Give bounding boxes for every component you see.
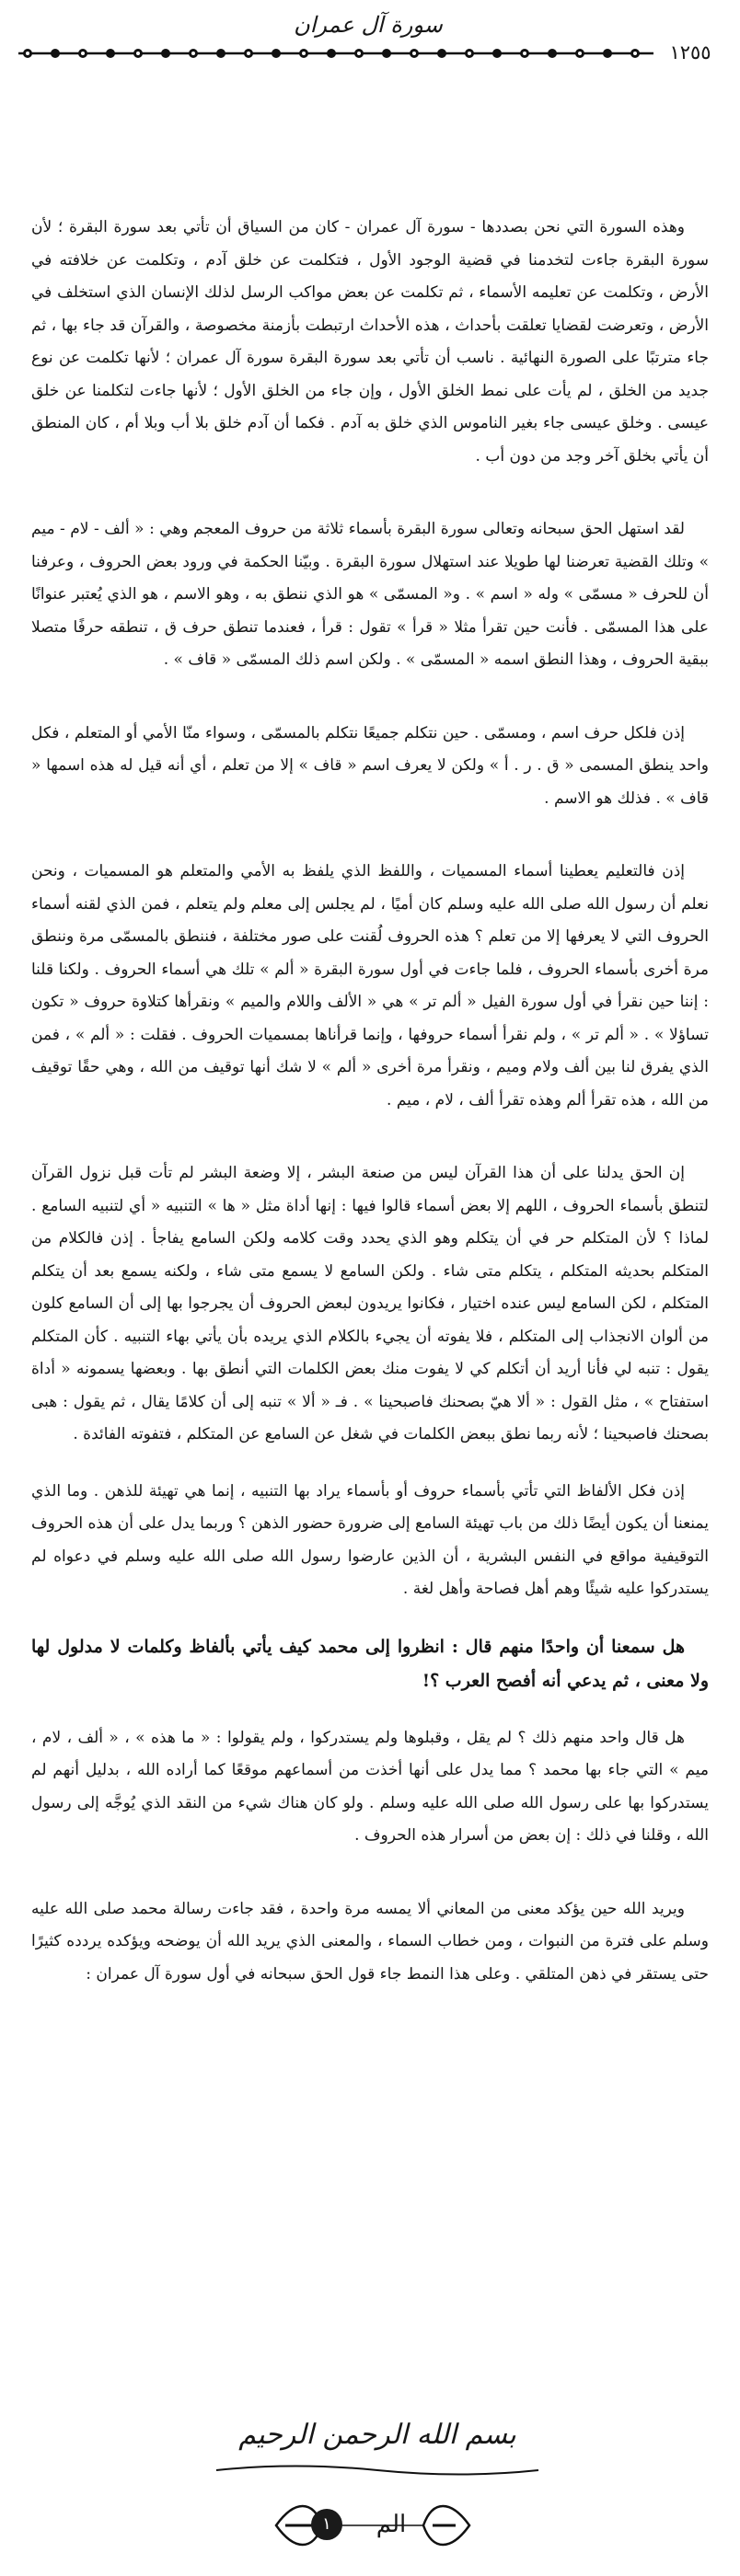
footer-surah-letters: الم xyxy=(376,2511,407,2538)
basmala-calligraphy: بسم الله الرحمن الرحيم xyxy=(238,2419,516,2451)
paragraph-8: هل قال واحد منهم ذلك ؟ لم يقل ، وقبلوها ولم يستدركوا ، ولم يقولوا : « ما هذه » ، « ألف ، لام ، ميم » التي جاء بها محمد ؟ مما يدل على أنها أخذت من أسماعهم موقعًا كما أراده الله ، بدليل أنهم لم يستدركوا بها على رسول الله صلى الله عليه وسلم . ولو كان هناك شيء من النقد الذي يُوجَّه إلى رسول الله ، وقلنا في ذلك : إن بعض من أسرار هذه الحروف . xyxy=(31,1728,709,1845)
footer-verse-number: ١ xyxy=(311,2509,342,2540)
page-number: ١٢٥٥ xyxy=(669,41,711,63)
paragraph-6: إذن فكل الألفاظ التي تأتي بأسماء حروف أو بأسماء يراد بها التنبيه ، إنما هي تهيئة للذهن . وما الذي يمنعنا أن يكون أيضًا ذلك من باب تهيئة السامع إلى ضرورة حضور الذهن ؟ وربما يدل على أن هذه الحروف التوقيفية مواقع في النفس البشرية ، أن الذين عارضوا رسول الله صلى الله عليه وسلم في دعواه لم يستدركوا عليه شيئًا وهم أهل فصاحة وأهل لغة . xyxy=(31,1481,709,1598)
header-ornamental-rule xyxy=(18,46,653,61)
paragraph-9: ويريد الله حين يؤكد معنى من المعاني ألا يمسه مرة واحدة ، فقد جاءت رسالة محمد صلى الله عليه وسلم على فترة من النبوات ، ومن خطاب السماء ، والمعنى الذي يريد الله أن يوضحه ويؤكده يردده كثيرًا حتى يستقر في ذهن المتلقي . وعلى هذا النمط جاء قول الحق سبحانه في أول سورة آل عمران : xyxy=(31,1899,709,1984)
paragraph-7-bold: هل سمعنا أن واحدًا منهم قال : انظروا إلى محمد كيف يأتي بألفاظ وكلمات لا مدلول لها ولا معنى ، ثم يدعي أنه أفصح العرب ؟! xyxy=(31,1636,709,1691)
paragraph-1: وهذه السورة التي نحن بصددها - سورة آل عمران - كان من السياق أن تأتي بعد سورة البقرة ؛ لأن سورة البقرة جاءت لتخدمنا في قضية الوجود الأول ، فتكلمت عن خلق آدم ، وتكلمت عن خلافته في الأرض ، وتكلمت عن تعليمه الأسماء ، ثم تكلمت عن بعض مواكب الرسل لذلك الإنسان الذي استخلف في الأرض ، وتعرضت لقضايا تعلقت بأحداث ، هذه الأحداث ارتبطت بأزمنة مخصوصة ، والقرآن قد جاء بها ، ثم جاء مترتبًا على الصورة النهائية . ناسب أن تأتي بعد سورة البقرة سورة آل عمران ؛ لأنها تكلمت عن نوع جديد من الخلق ، لم يأت على نمط الخلق الأول ، وإن جاء من الخلق الأول ؛ لأنها جاءت لتكلمنا عن خلق عيسى . وخلق عيسى جاء بغير الناموس الذي خلق به آدم . فكما أن آدم خلق بلا أب وبلا أم ، كان المنطق أن يأتي بخلق آخر وجد من دون أب . xyxy=(31,218,709,466)
surah-title: سورة آل عمران xyxy=(294,12,443,38)
body-text xyxy=(31,212,709,1991)
basmala-flourish xyxy=(212,2464,543,2477)
paragraph-3: إذن فلكل حرف اسم ، ومسمّى . حين نتكلم جميعًا نتكلم بالمسمّى ، وسواء منّا الأمي أو المتعلم ، فكل واحد ينطق المسمى « ق . ر . أ » ولكن لا يعرف اسم « قاف » إلا من تعلم ، أي أنه قيل له هذه اسمها « قاف » . فذلك هو الاسم . xyxy=(31,723,709,808)
paragraph-4: إذن فالتعليم يعطينا أسماء المسميات ، واللفظ الذي يلفظ به الأمي والمتعلم هو المسميات ، ونحن نعلم أن رسول الله صلى الله عليه وسلم كان أميًا ، لم يجلس إلى معلم ولم يتعلم ، فمن الذي لقنه أسماء الحروف التي لا يعرفها إلا من تعلم ؟ هذه الحروف لُقنت على صور مختلفة ، فننطق بالمسمّى مرة وننطق مرة أخرى بأسماء الحروف ، فلما جاءت في أول سورة البقرة « ألم » تلك هي أسماء الحروف . ولكنا قلنا : إننا حين نقرأ في أول سورة الفيل « ألم تر » هي « الألف واللام والميم » ونقرأها كتلاوة حروف « تكون تساؤلا » . « ألم تر » ، ولم نقرأ أسماء حروفها ، وإنما قرأناها بمسميات الحروف . فقلت : « ألم » ، فمن الذي يفرق لنا بين ألف ولام وميم ، ونقرأ مرة أخرى « ألم » لا شك أنها توقيف من الله ، وهي حقًا توقيف من الله ، هذه تقرأ ألم وهذه تقرأ ألف ، لام ، ميم . xyxy=(31,862,710,1110)
paragraph-5: إن الحق يدلنا على أن هذا القرآن ليس من صنعة البشر ، إلا وضعة البشر لم تأت قبل نزول القرآن لتنطق بأسماء الحروف ، اللهم إلا بعض أسماء قالوا فيها : إنها أداة مثل « ها » التنبيه « أي لتنبيه السامع . لماذا ؟ لأن المتكلم حر في أن يتكلم وهو الذي يحدد وقت كلامه ولكن السامع يفاجأ . إذن فالكلام من المتكلم بحديثه المتكلم ، يتكلم متى شاء . ولكن السامع لا يسمع متى شاء ، ولكنه يسمع بعد أن يتكلم المتكلم ، لكن السامع ليس عنده اختيار ، فكانوا يريدون لبعض الحروف أن يجرجوا بها إلى أن السامع كلون من ألوان الانجذاب إلى المتكلم ، فلا يفوته أن يجيء بالكلام الذي يريده بأن يأتي بهاء التنبيه . كأن المتكلم يقول : تنبه لي فأنا أريد أن أتكلم كي لا يفوت منك بعض الكلمات التي أنطق بها . وبعضها يسمونه « أداة استفتاح » ، مثل القول : « ألا هيّ بصحنك فاصبحينا » . فـ « ألا » تنبه إلى أن كلامًا يقال ، ثم يقول : هبى بصحنك فاصبحينا ؛ لأنه ربما نطق ببعض الكلمات في شغل عن السامع عن المتكلم ، فتفوته الفائدة . xyxy=(31,1164,709,1443)
paragraph-2: لقد استهل الحق سبحانه وتعالى سورة البقرة بأسماء ثلاثة من حروف المعجم وهي : « ألف - لام - ميم » وتلك القضية تعرضنا لها طويلا عند استهلال سورة البقرة . وبيّنا الحكمة في ورود بعض الحروف ، وعرفنا أن للحرف « مسمّى » وله « اسم » . و« المسمّى » هو الذي ننطق به ، وهو الاسم ، هو الذي يُعتبر عنوانًا على هذا المسمّى . فأنت حين تقرأ مثلا « قرأ » تقول : قرأ ، فعندما تنطق حرف ق ، تنطقه حرفًا متصلا ببقية الحروف ، وهذا النطق اسمه « المسمّى » . ولكن اسم ذلك المسمّى « قاف » . xyxy=(31,520,709,669)
